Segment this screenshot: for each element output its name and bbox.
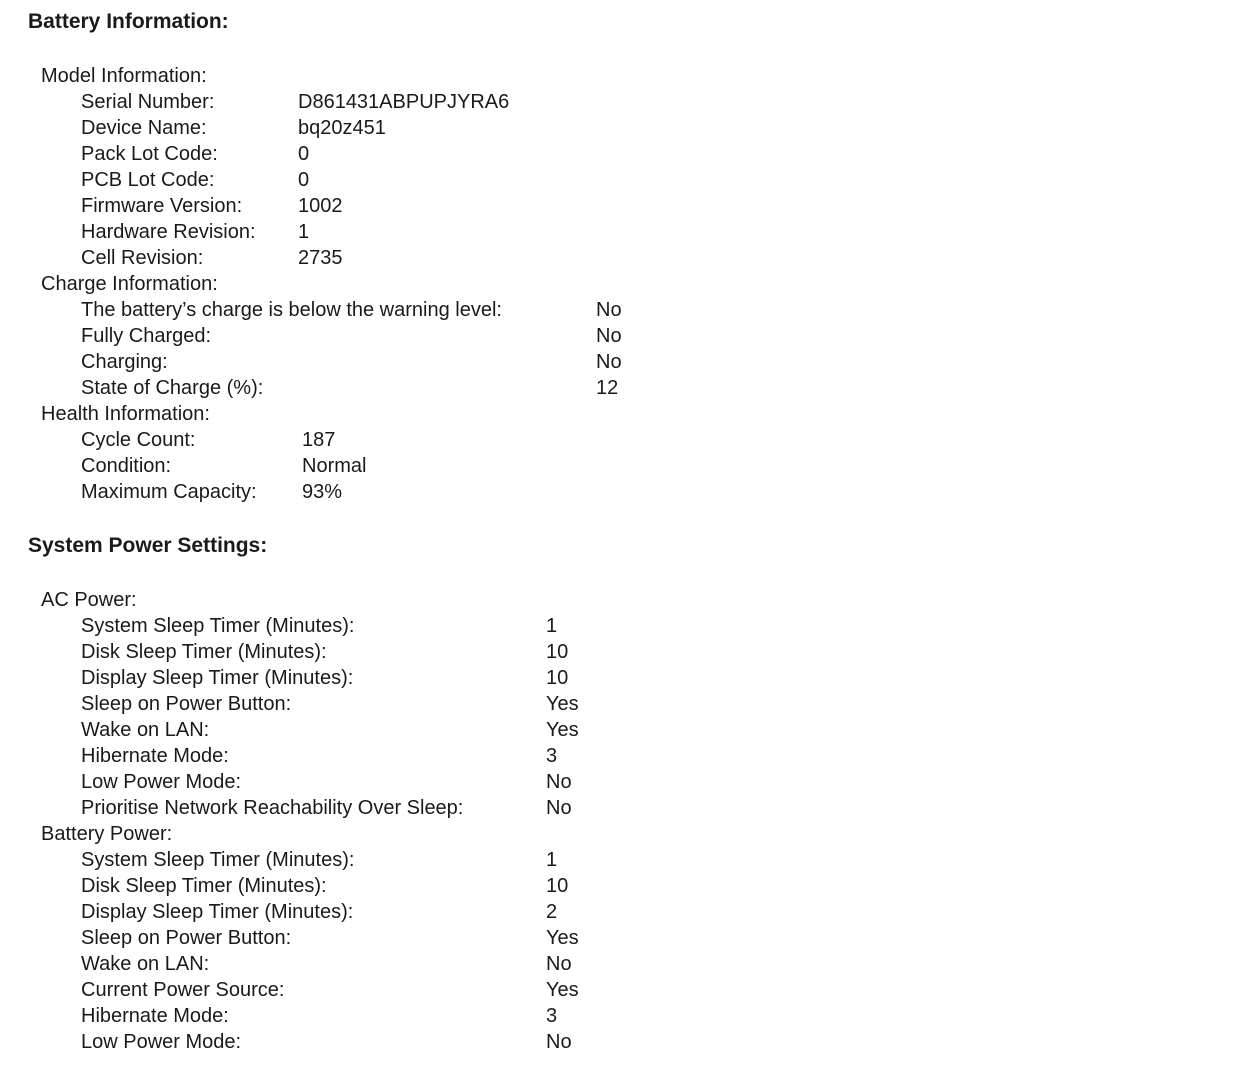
- device-name-value: bq20z451: [298, 117, 386, 139]
- ac-network-reachability-value: No: [546, 797, 572, 819]
- health-information-heading: Health Information:: [41, 403, 210, 425]
- ac-system-sleep-value: 1: [546, 615, 558, 637]
- ac-hibernate-mode-label: Hibernate Mode:: [81, 745, 229, 767]
- system-power-settings-heading: System Power Settings:: [28, 534, 268, 557]
- device-name-label: Device Name:: [81, 117, 207, 139]
- bat-sleep-power-button-value: Yes: [546, 927, 579, 949]
- state-of-charge-value: 12: [596, 377, 619, 399]
- bat-system-sleep-value: 1: [546, 849, 558, 871]
- charge-warning-value: No: [596, 299, 622, 321]
- ac-display-sleep-value: 10: [546, 667, 569, 689]
- ac-system-sleep-label: System Sleep Timer (Minutes):: [81, 615, 355, 637]
- ac-network-reachability-label: Prioritise Network Reachability Over Sleep:: [81, 797, 464, 819]
- model-information-heading: Model Information:: [41, 65, 207, 87]
- condition-label: Condition:: [81, 455, 172, 477]
- fully-charged-value: No: [596, 325, 622, 347]
- state-of-charge-label: State of Charge (%):: [81, 377, 264, 399]
- cell-revision-label: Cell Revision:: [81, 247, 204, 269]
- ac-sleep-power-button-label: Sleep on Power Button:: [81, 693, 292, 715]
- bat-sleep-power-button-label: Sleep on Power Button:: [81, 927, 292, 949]
- bat-disk-sleep-value: 10: [546, 875, 569, 897]
- bat-display-sleep-value: 2: [546, 901, 558, 923]
- ac-disk-sleep-label: Disk Sleep Timer (Minutes):: [81, 641, 327, 663]
- firmware-version-value: 1002: [298, 195, 343, 217]
- maximum-capacity-label: Maximum Capacity:: [81, 481, 257, 503]
- battery-information-heading: Battery Information:: [28, 10, 229, 33]
- bat-low-power-mode-value: No: [546, 1031, 572, 1053]
- bat-hibernate-mode-value: 3: [546, 1005, 558, 1027]
- bat-wake-on-lan-label: Wake on LAN:: [81, 953, 210, 975]
- ac-wake-on-lan-label: Wake on LAN:: [81, 719, 210, 741]
- bat-hibernate-mode-label: Hibernate Mode:: [81, 1005, 229, 1027]
- cycle-count-label: Cycle Count:: [81, 429, 196, 451]
- bat-system-sleep-label: System Sleep Timer (Minutes):: [81, 849, 355, 871]
- ac-hibernate-mode-value: 3: [546, 745, 558, 767]
- pack-lot-code-label: Pack Lot Code:: [81, 143, 218, 165]
- bat-disk-sleep-label: Disk Sleep Timer (Minutes):: [81, 875, 327, 897]
- charging-value: No: [596, 351, 622, 373]
- charging-label: Charging:: [81, 351, 168, 373]
- hardware-revision-label: Hardware Revision:: [81, 221, 256, 243]
- cell-revision-value: 2735: [298, 247, 343, 269]
- ac-low-power-mode-label: Low Power Mode:: [81, 771, 242, 793]
- pack-lot-code-value: 0: [298, 143, 310, 165]
- cycle-count-value: 187: [302, 429, 336, 451]
- charge-information-heading: Charge Information:: [41, 273, 218, 295]
- ac-wake-on-lan-value: Yes: [546, 719, 579, 741]
- ac-power-heading: AC Power:: [41, 589, 137, 611]
- charge-warning-label: The battery’s charge is below the warning level:: [81, 299, 502, 321]
- serial-number-label: Serial Number:: [81, 91, 215, 113]
- bat-wake-on-lan-value: No: [546, 953, 572, 975]
- fully-charged-label: Fully Charged:: [81, 325, 212, 347]
- ac-display-sleep-label: Display Sleep Timer (Minutes):: [81, 667, 354, 689]
- bat-current-power-source-value: Yes: [546, 979, 579, 1001]
- bat-current-power-source-label: Current Power Source:: [81, 979, 285, 1001]
- firmware-version-label: Firmware Version:: [81, 195, 243, 217]
- bat-display-sleep-label: Display Sleep Timer (Minutes):: [81, 901, 354, 923]
- serial-number-value: D861431ABPUPJYRA6: [298, 91, 510, 113]
- pcb-lot-code-value: 0: [298, 169, 310, 191]
- hardware-revision-value: 1: [298, 221, 310, 243]
- condition-value: Normal: [302, 455, 367, 477]
- ac-sleep-power-button-value: Yes: [546, 693, 579, 715]
- bat-low-power-mode-label: Low Power Mode:: [81, 1031, 242, 1053]
- maximum-capacity-value: 93%: [302, 481, 343, 503]
- pcb-lot-code-label: PCB Lot Code:: [81, 169, 215, 191]
- battery-power-heading: Battery Power:: [41, 823, 173, 845]
- ac-low-power-mode-value: No: [546, 771, 572, 793]
- ac-disk-sleep-value: 10: [546, 641, 569, 663]
